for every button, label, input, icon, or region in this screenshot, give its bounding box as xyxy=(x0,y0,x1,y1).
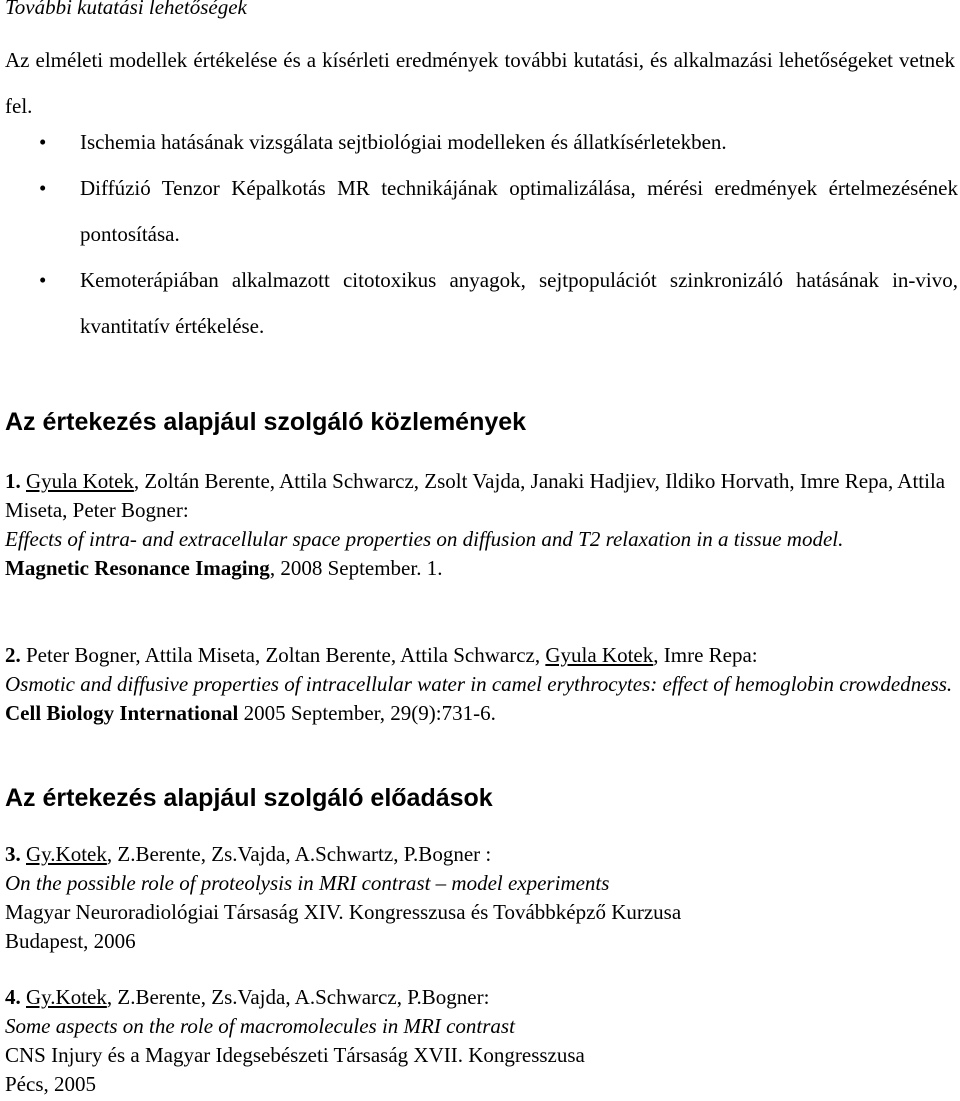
bullet-dot-icon: • xyxy=(39,130,47,154)
research-bullet-list xyxy=(0,119,958,349)
talk-entry xyxy=(5,840,955,956)
talk-number: 4. xyxy=(5,985,21,1009)
coauthors: , Z.Berente, Zs.Vajda, A.Schwarcz, P.Bogner: xyxy=(106,985,490,1009)
publications-heading: Az értekezés alapjául szolgáló közlemények xyxy=(5,408,527,436)
publication-details: , 2008 September. 1. xyxy=(269,556,443,580)
bullet-dot-icon: • xyxy=(39,268,47,292)
talk-authors xyxy=(5,840,955,869)
coauthors: Peter Bogner, Attila Miseta, Zoltan Berente, Attila Schwarcz, xyxy=(20,643,546,667)
highlighted-author: Gyula Kotek xyxy=(545,643,654,667)
talk-title: On the possible role of proteolysis in MRI contrast – model experiments xyxy=(5,871,610,895)
bullet-text: Ischemia hatásának vizsgálata sejtbiológiai modelleken és állatkísérletekben. xyxy=(80,130,727,154)
talk-venue: Magyar Neuroradiológiai Társaság XIV. Kongresszusa és Továbbképző Kurzusa xyxy=(5,900,682,924)
journal-name: Cell Biology International xyxy=(5,701,239,725)
publication-source xyxy=(5,554,955,583)
publication-number: 1. xyxy=(5,469,21,493)
coauthors: , Imre Repa: xyxy=(653,643,758,667)
publication-number: 2. xyxy=(5,643,21,667)
talk-authors xyxy=(5,983,955,1012)
bullet-dot-icon: • xyxy=(39,176,47,200)
talk-place: Pécs, 2005 xyxy=(5,1072,96,1096)
publication-authors xyxy=(5,641,955,670)
coauthors: , Z.Berente, Zs.Vajda, A.Schwartz, P.Bogner : xyxy=(106,842,492,866)
journal-name: Magnetic Resonance Imaging xyxy=(5,556,270,580)
publication-authors xyxy=(5,467,955,525)
highlighted-author: Gyula Kotek xyxy=(26,469,134,493)
talk-place: Budapest, 2006 xyxy=(5,929,136,953)
talk-venue: CNS Injury és a Magyar Idegsebészeti Társaság XVII. Kongresszusa xyxy=(5,1043,585,1067)
talks-heading: Az értekezés alapjául szolgáló előadások xyxy=(5,784,493,812)
publication-entry xyxy=(5,641,955,728)
publication-title: Osmotic and diffusive properties of intracellular water in camel erythrocytes: effect of hemoglobin crowdedness. xyxy=(5,672,953,696)
bullet-text: Kemoterápiában alkalmazott citotoxikus anyagok, sejtpopulációt szinkronizáló hatásának in-vivo, kvantitatív értékelése. xyxy=(80,268,958,338)
publication-entry xyxy=(5,467,955,583)
publication-details: 2005 September, 29(9):731-6. xyxy=(238,701,496,725)
talk-entry xyxy=(5,983,955,1099)
publication-title: Effects of intra- and extracellular space properties on diffusion and T2 relaxation in a tissue model. xyxy=(5,527,844,551)
highlighted-author: Gy.Kotek xyxy=(26,985,107,1009)
coauthors: , Zoltán Berente, Attila Schwarcz, Zsolt Vajda, Janaki Hadjiev, Ildiko Horvath, Imre Repa, Attila Miseta, Peter Bogner: xyxy=(5,469,946,522)
highlighted-author: Gy.Kotek xyxy=(26,842,107,866)
bullet-item xyxy=(0,119,958,165)
bullet-item xyxy=(0,257,958,349)
intro-paragraph: Az elméleti modellek értékelése és a kísérleti eredmények további kutatási, és alkalmazási lehetőségeket vetnek fel. xyxy=(5,48,955,118)
talk-title: Some aspects on the role of macromolecules in MRI contrast xyxy=(5,1014,515,1038)
section-title-further-research: További kutatási lehetőségek xyxy=(5,0,247,19)
talk-number: 3. xyxy=(5,842,21,866)
bullet-text: Diffúzió Tenzor Képalkotás MR technikájának optimalizálása, mérési eredmények értelmezésének pontosítása. xyxy=(80,176,958,246)
bullet-item xyxy=(0,165,958,257)
publication-source xyxy=(5,699,955,728)
